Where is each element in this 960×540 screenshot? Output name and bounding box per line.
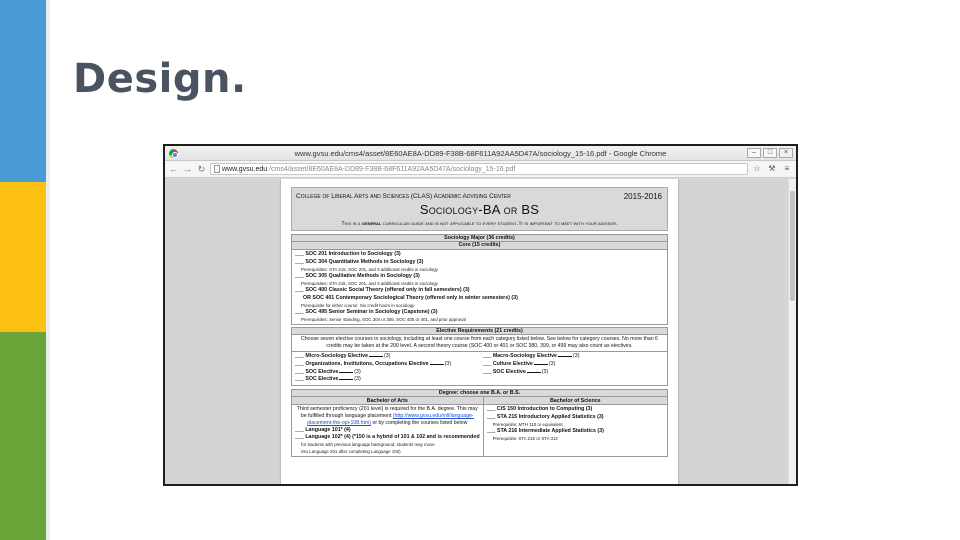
accent-strip-blue bbox=[0, 0, 46, 182]
course-line: ___ SOC 495 Senior Seminar in Sociology (Capstone) (3) bbox=[295, 309, 438, 316]
pdf-viewport[interactable] bbox=[165, 179, 788, 484]
accent-strip-yellow bbox=[0, 182, 46, 332]
general-guide-note: This is a general curriculum guide and is not applicable to every student. It is important to meet with your advisor. bbox=[341, 221, 618, 227]
ba-requirement-text: Third semester proficiency (201 level) is required for the B.A. degree. This may be fulfilled through language placement (http://www.gvsu.edu/mll/language-placement-the-opi-108.htm) or by completing the courses listed below bbox=[296, 406, 478, 426]
core-section-header: Core (15 credits) bbox=[291, 242, 668, 250]
note-line: for students with previous language background; students may move bbox=[301, 442, 435, 448]
vertical-scrollbar[interactable] bbox=[788, 179, 796, 484]
close-button[interactable]: × bbox=[779, 148, 793, 158]
pdf-header bbox=[291, 187, 668, 231]
course-line: ___ SOC 304 Quantitative Methods in Sociology (3) bbox=[295, 258, 424, 265]
url-path: /cms4/asset/8E60AE8A-DD89-F38B-68F611A92AA5D47A/sociology_15-16.pdf bbox=[269, 165, 516, 173]
url-host: www.gvsu.edu bbox=[222, 165, 268, 173]
menu-icon[interactable]: ≡ bbox=[784, 164, 790, 173]
course-line: ___ STA 215 Introductory Applied Statistics (3) bbox=[486, 413, 604, 420]
elective-line: ___ Culture Elective (3) bbox=[482, 360, 556, 367]
window-title: www.gvsu.edu/cms4/asset/8E60AE8A-DD89-F38B-68F611A92AA5D47A/sociology_15-16.pdf - Google Chrome bbox=[294, 149, 667, 158]
elective-line: ___ Macro-Sociology Elective (3) bbox=[482, 353, 580, 359]
major-section-header: Sociology Major (36 credits) bbox=[291, 234, 668, 242]
wrench-icon[interactable]: ⚒ bbox=[768, 164, 776, 173]
accent-strip-green bbox=[0, 332, 46, 540]
slide-title: Design. bbox=[73, 56, 247, 102]
bs-header: Bachelor of Science bbox=[484, 397, 667, 405]
note-line: into Language 201 after completing Language 150) bbox=[301, 448, 401, 454]
degree-section-header: Degree: choose one B.A. or B.S. bbox=[291, 389, 668, 397]
degree-options bbox=[291, 397, 668, 457]
course-line: ___ SOC 201 Introduction to Sociology (3) bbox=[295, 251, 401, 257]
language-placement-link[interactable]: (http://www.gvsu.edu/mll/language-placement-the-opi-108.htm) bbox=[307, 412, 474, 426]
maximize-button[interactable]: □ bbox=[763, 148, 777, 158]
elective-line: ___ SOC Elective (3) bbox=[295, 376, 361, 383]
chrome-logo-icon bbox=[169, 149, 178, 158]
course-line: ___ Language 101* (4) bbox=[295, 426, 351, 433]
prereq-line: Prerequisite: MTH 110 or equivalent bbox=[492, 421, 563, 427]
forward-arrow-icon[interactable]: → bbox=[183, 163, 192, 174]
reload-icon[interactable]: ↻ bbox=[197, 163, 206, 174]
elective-line: ___ SOC Elective (3) bbox=[295, 368, 361, 375]
elective-list bbox=[291, 352, 668, 386]
college-name: College of Liberal Arts and Sciences (CLAS) Academic Advising Center bbox=[296, 193, 511, 200]
course-line: ___ CIS 150 Introduction to Computing (3) bbox=[486, 406, 593, 413]
elective-section-header: Elective Requirements (21 credits) bbox=[291, 327, 668, 335]
course-line: ___ STA 216 Intermediate Applied Statistics (3) bbox=[486, 428, 604, 435]
prereq-line: Prerequisites: STA 215, SOC 201, and 3 additional credits in sociology bbox=[301, 280, 438, 286]
course-line: ___ SOC 305 Qualitative Methods in Sociology (3) bbox=[295, 273, 420, 279]
elective-line: ___ SOC Elective (3) bbox=[482, 368, 549, 375]
address-bar[interactable] bbox=[210, 163, 748, 175]
prereq-line: Prerequisites: Senior standing, SOC 304 or 305, SOC 400 or 401, and prior approval bbox=[301, 317, 466, 322]
academic-year: 2015-2016 bbox=[623, 192, 662, 201]
core-courses bbox=[291, 250, 668, 325]
prereq-line: Prerequisite for either course: Six credit hours in sociology bbox=[301, 302, 415, 308]
program-title: Sociology-BA or BS bbox=[419, 202, 540, 217]
strip-divider bbox=[46, 0, 50, 540]
scrollbar-thumb[interactable] bbox=[790, 191, 795, 301]
ba-header: Bachelor of Arts bbox=[292, 397, 483, 405]
prereq-line: Prerequisite: STA 215 or STA 312 bbox=[492, 435, 558, 441]
back-arrow-icon[interactable]: ← bbox=[169, 163, 178, 174]
prereq-line: Prerequisites: STA 215, SOC 201, and 3 additional credits in sociology bbox=[301, 266, 438, 272]
course-line: ___ SOC 400 Classic Social Theory (offered only in fall semesters) (3) bbox=[295, 287, 470, 294]
pdf-page bbox=[281, 179, 678, 484]
elective-line: ___ Micro-Sociology Elective (3) bbox=[295, 353, 391, 359]
browser-titlebar bbox=[165, 146, 796, 161]
browser-toolbar bbox=[165, 161, 796, 178]
elective-description: Choose seven elective courses in sociology, including at least one course from each category listed below. See below for category courses. No more than 6 credits may be taken at the 200 level. A second theory course (SOC 400 or 401 or SOC 380, 399, or 499 may also count as electives. bbox=[291, 335, 668, 352]
course-line: OR SOC 401 Contemporary Sociological Theory (offered only in winter semesters) (3) bbox=[303, 295, 518, 301]
page-icon bbox=[214, 165, 220, 173]
minimize-button[interactable]: – bbox=[747, 148, 761, 158]
elective-line: ___ Organizations, Institutions, Occupations Elective (3) bbox=[295, 360, 452, 367]
course-line: ___ Language 102* (4) (*150 is a hybrid of 101 & 102 and is recommended bbox=[295, 434, 480, 441]
browser-window bbox=[163, 144, 798, 486]
star-icon[interactable]: ☆ bbox=[753, 164, 761, 173]
